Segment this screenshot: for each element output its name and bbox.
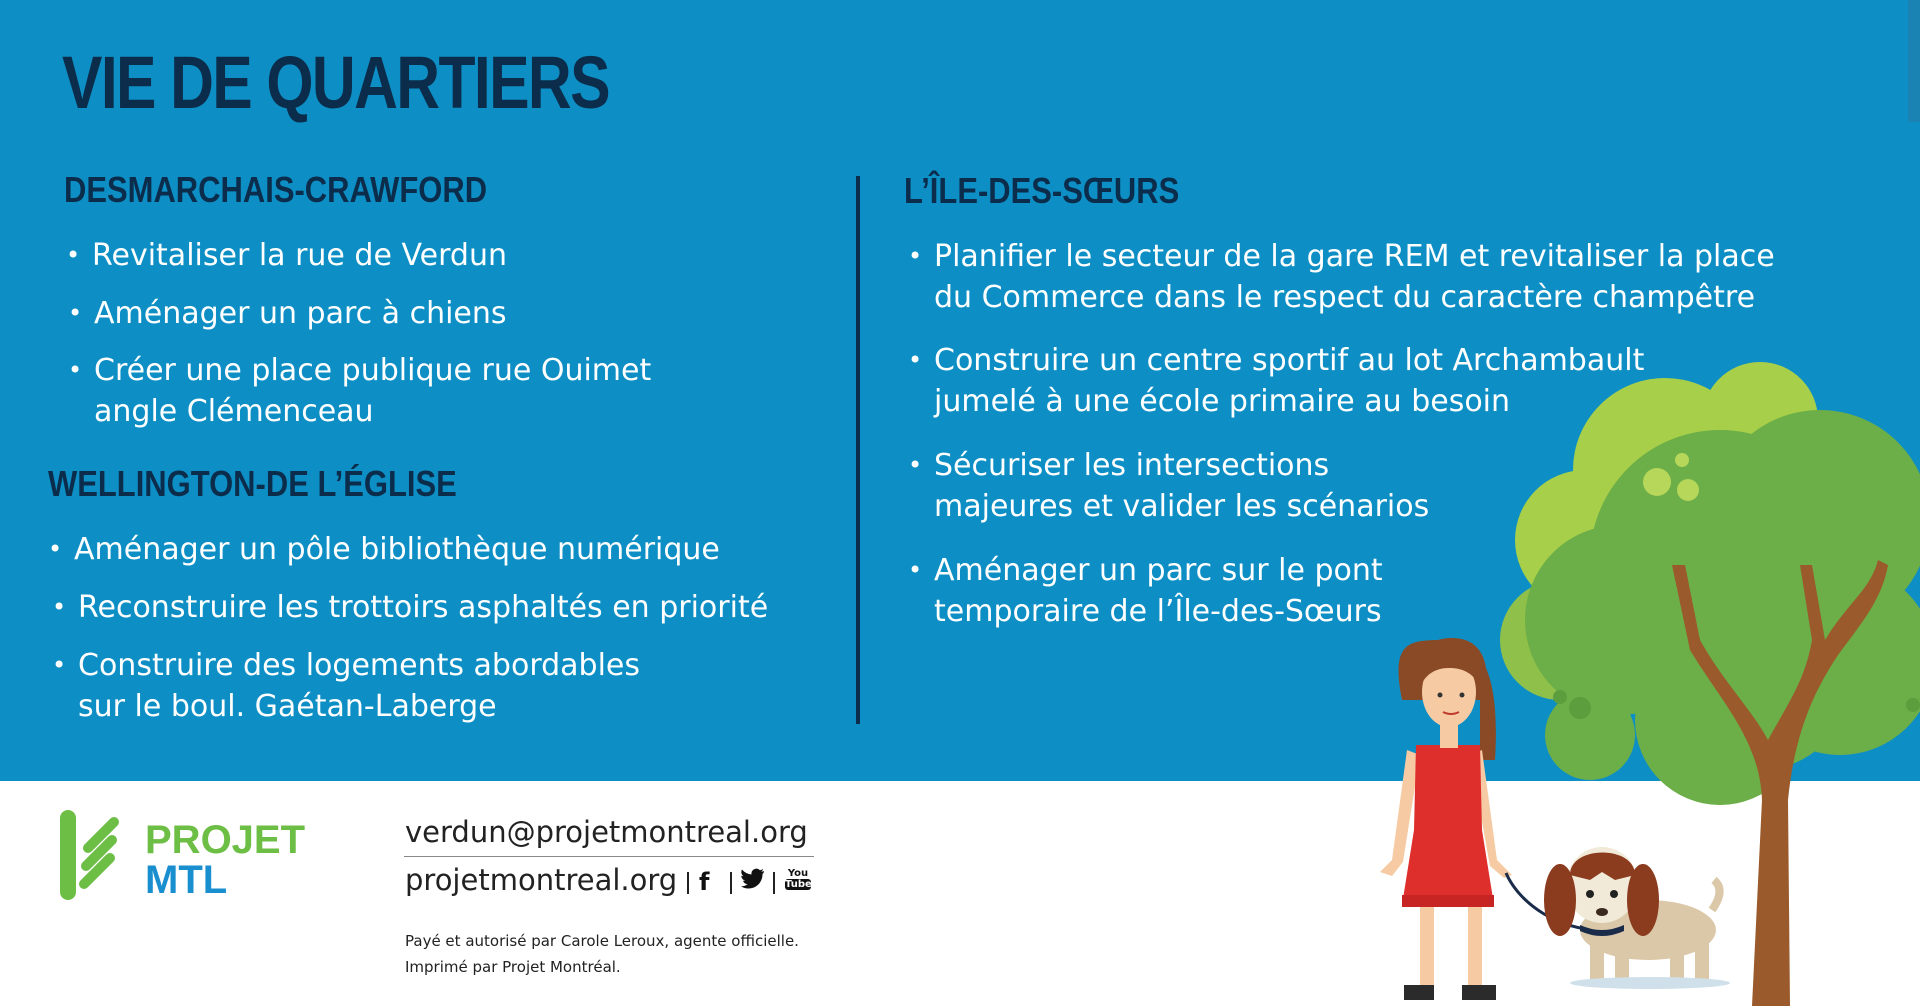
dog-illustration — [1544, 847, 1730, 989]
legal-text-line1: Payé et autorisé par Carole Leroux, agente officielle. — [405, 932, 799, 950]
projet-mtl-logo-mark — [60, 810, 114, 900]
bullet-dot: • — [66, 241, 81, 269]
email-link[interactable]: verdun@projetmontreal.org — [405, 815, 808, 849]
bullet-text: Reconstruire les trottoirs asphaltés en priorité — [78, 590, 769, 625]
heading-desmarchais-crawford: DESMARCHAIS-CRAWFORD — [64, 169, 488, 210]
logo-text-projet: PROJET — [145, 818, 306, 862]
bullet-text-line2: angle Clémenceau — [94, 394, 374, 429]
bullet-text: Construire des logements abordables — [78, 648, 641, 683]
youtube-icon[interactable] — [785, 868, 811, 894]
bullet-text: Revitaliser la rue de Verdun — [92, 238, 507, 273]
bullet-text-line2: du Commerce dans le respect du caractère champêtre — [934, 280, 1756, 315]
bullet-text: Aménager un parc à chiens — [94, 296, 507, 331]
bullet-text: Créer une place publique rue Ouimet — [94, 353, 652, 388]
bullet-text-line2: temporaire de l’Île-des-Sœurs — [934, 594, 1382, 629]
logo-text-mtl: MTL — [145, 858, 228, 902]
bullet-dot: • — [52, 651, 67, 679]
heading-ile-des-soeurs: L’ÎLE-DES-SŒURS — [904, 170, 1180, 211]
bullet-dot: • — [908, 242, 923, 270]
contact-divider — [404, 856, 814, 857]
website-link[interactable]: projetmontreal.org — [405, 863, 678, 897]
page-title: VIE DE QUARTIERS — [62, 41, 609, 124]
bullet-dot: • — [908, 556, 923, 584]
facebook-icon[interactable]: f — [699, 868, 710, 896]
heading-wellington-de-leglise: WELLINGTON-DE L’ÉGLISE — [48, 463, 457, 504]
bullet-text-line2: sur le boul. Gaétan-Laberge — [78, 689, 497, 724]
youtube-text-bottom: Tube — [785, 879, 812, 890]
bullet-dot: • — [908, 451, 923, 479]
twitter-icon[interactable] — [741, 868, 765, 896]
bullet-text: Aménager un parc sur le pont — [934, 553, 1383, 588]
bullet-dot: • — [52, 593, 67, 621]
youtube-text-top: You — [787, 868, 809, 879]
bullet-text: Planifier le secteur de la gare REM et revitaliser la place — [934, 239, 1775, 274]
bullet-dot: • — [908, 346, 923, 374]
bullet-text-line2: majeures et valider les scénarios — [934, 489, 1430, 524]
bullet-text: Aménager un pôle bibliothèque numérique — [74, 532, 720, 567]
bullet-text-line2: jumelé à une école primaire au besoin — [934, 384, 1511, 419]
bullet-dot: • — [48, 535, 63, 563]
bullet-dot: • — [68, 299, 83, 327]
legal-text-line2: Imprimé par Projet Montréal. — [405, 958, 621, 976]
bullet-text: Construire un centre sportif au lot Archambault — [934, 343, 1645, 378]
bullet-text: Sécuriser les intersections — [934, 448, 1330, 483]
bullet-dot: • — [68, 356, 83, 384]
